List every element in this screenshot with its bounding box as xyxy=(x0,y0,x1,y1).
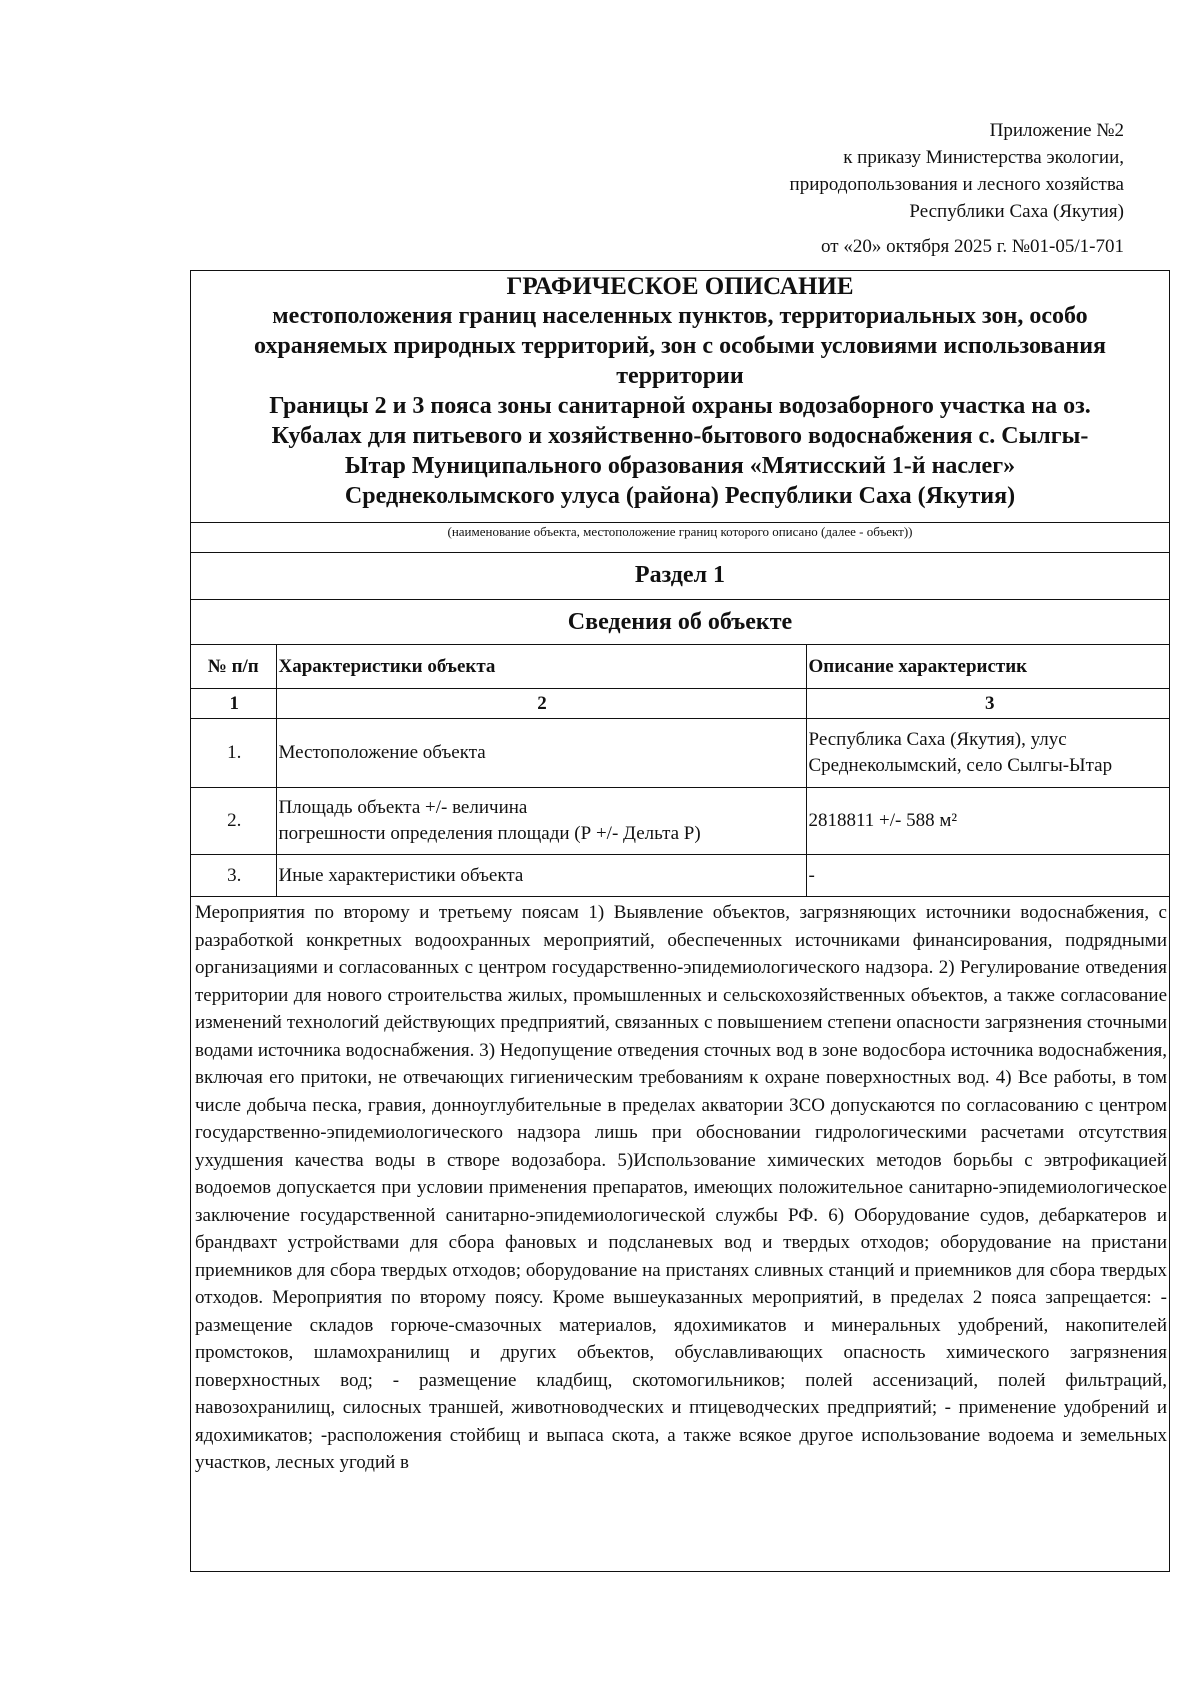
appendix-ref-line: Республики Саха (Якутия) xyxy=(909,201,1124,222)
characteristic-line: погрешности определения площади (Р +/- Дельта Р) xyxy=(278,823,701,844)
row-number: 2. xyxy=(191,788,276,855)
title-block xyxy=(191,271,1169,523)
column-header-description: Описание характеристик xyxy=(806,645,1170,689)
section-label: Раздел 1 xyxy=(191,553,1169,600)
row-characteristic xyxy=(276,788,806,855)
table-row xyxy=(191,855,1170,897)
object-info-table xyxy=(191,645,1170,897)
appendix-ref-line: природопользования и лесного хозяйства xyxy=(789,174,1124,195)
row-characteristic: Иные характеристики объекта xyxy=(276,855,806,897)
column-header-number: № п/п xyxy=(191,645,276,689)
column-header-characteristic: Характеристики объекта xyxy=(276,645,806,689)
description-line: Среднеколымский, село Сылгы-Ытар xyxy=(808,755,1113,776)
object-name-line: Среднеколымского улуса (района) Республики Саха (Якутия) xyxy=(344,483,1016,509)
appendix-order-date: от «20» октября 2025 г. №01-05/1-701 xyxy=(821,236,1124,257)
section-subtitle: Сведения об объекте xyxy=(191,600,1169,645)
description-line: Республика Саха (Якутия), улус xyxy=(808,729,1067,750)
row-number: 3. xyxy=(191,855,276,897)
row-description: 2818811 +/- 588 м² xyxy=(806,788,1170,855)
protection-measures-text: Мероприятия по второму и третьему поясам 1) Выявление объектов, загрязняющих источники водоснабжения, с разработкой конкретных водоохранных мероприятий, обеспеченных источниками финансирования, подрядными организациями и согласованных с центром государственно-эпидемиологического надзора. 2) Регулирование отведения территории для нового строительства жилых, промышленных и сельскохозяйственных объектов, а также согласование изменений технологий действующих предприятий, связанных с повышением степени опасности загрязнения сточными водами источника водоснабжения. 3) Недопущение отведения сточных вод в зоне водосбора источника водоснабжения, включая его притоки, не отвечающих гигиеническим требованиям к охране поверхностных вод. 4) Все работы, в том числе добыча песка, гравия, донноуглубительные в пределах акватории ЗСО допускаются по согласованию с центром государственно-эпидемиологического надзора лишь при обосновании гидрологическими расчетами отсутствия ухудшения качества воды в створе водозабора. 5)Использование химических методов борьбы с эвтрофикацией водоемов допускается при условии применения препаратов, имеющих положительное санитарно-эпидемиологическое заключение государственной санитарно-эпидемиологической службы РФ. 6) Оборудование судов, дебаркатеров и брандвахт устройствами для сбора фановых и подсланевых вод и твердых отходов; оборудование на пристани приемников для сбора твердых отходов; оборудование на пристанях сливных станций и приемников для сбора твердых отходов. Мероприятия по второму поясу. Кроме вышеуказанных мероприятий, в пределах 2 пояса запрещается: - размещение складов горюче-смазочных материалов, ядохимикатов и минеральных удобрений, накопителей промстоков, шламохранилищ и других объектов, обуславливающих опасность химического загрязнения поверхностных вод; - размещение кладбищ, скотомогильников; полей ассенизаций, полей фильтраций, навозохранилищ, силосных траншей, животноводческих и птицеводческих предприятий; - применение удобрений и ядохимикатов; -расположения стойбищ и выпаса скота, а также всякое другое использование водоема и земельных участков, лесных угодий в xyxy=(195,902,1167,1473)
object-name-line: Границы 2 и 3 пояса зоны санитарной охраны водозаборного участка на оз. xyxy=(269,393,1091,419)
document-frame xyxy=(190,270,1170,1572)
table-index-row xyxy=(191,689,1170,719)
row-number: 1. xyxy=(191,719,276,788)
column-index: 1 xyxy=(191,689,276,719)
appendix-header xyxy=(564,117,1124,260)
table-row xyxy=(191,719,1170,788)
object-name-line: Ытар Муниципального образования «Мятисский 1-й наслег» xyxy=(344,453,1016,479)
column-index: 3 xyxy=(806,689,1170,719)
column-index: 2 xyxy=(276,689,806,719)
table-header-row xyxy=(191,645,1170,689)
document-title: ГРАФИЧЕСКОЕ ОПИСАНИЕ xyxy=(506,273,854,300)
object-name-line: Кубалах для питьевого и хозяйственно-бытового водоснабжения с. Сылгы- xyxy=(271,423,1089,449)
row-description: - xyxy=(806,855,1170,897)
appendix-title: Приложение №2 xyxy=(989,120,1124,141)
title-line: местоположения границ населенных пунктов, территориальных зон, особо xyxy=(272,303,1088,329)
title-line: охраняемых природных территорий, зон с особыми условиями использования xyxy=(253,333,1107,359)
row-description xyxy=(806,719,1170,788)
title-line: территории xyxy=(616,363,744,389)
appendix-ref-line: к приказу Министерства экологии, xyxy=(843,147,1124,168)
characteristic-line: Площадь объекта +/- величина xyxy=(278,797,528,818)
title-caption: (наименование объекта, местоположение границ которого описано (далее - объект)) xyxy=(191,523,1169,553)
table-row xyxy=(191,788,1170,855)
row-characteristic: Местоположение объекта xyxy=(276,719,806,788)
